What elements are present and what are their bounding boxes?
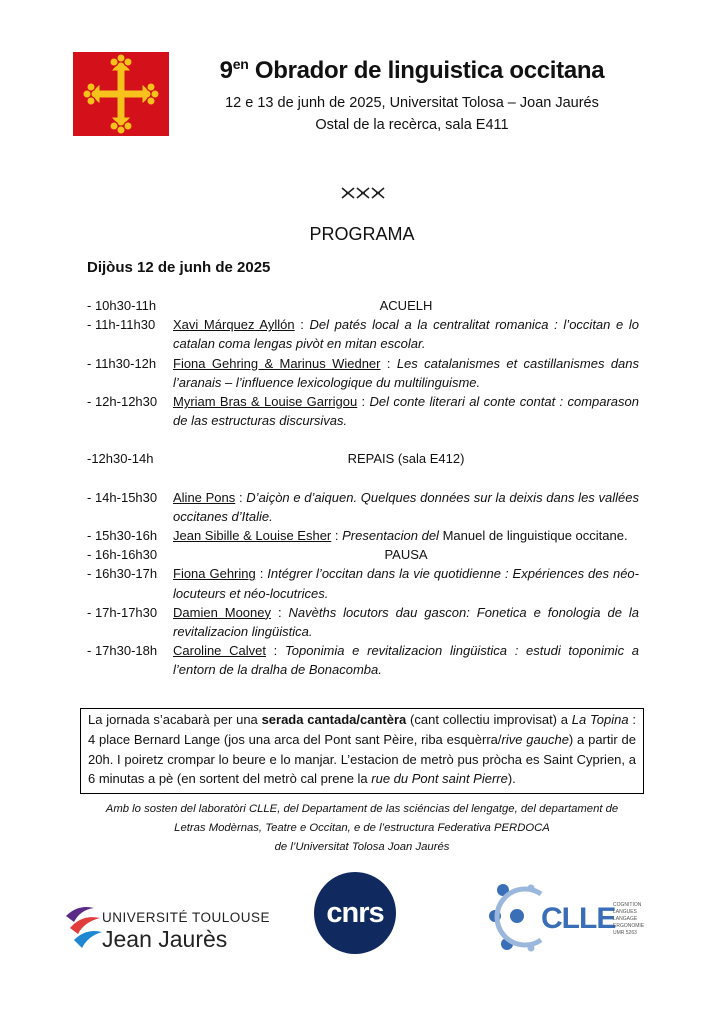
clle-subtitle: [613, 902, 644, 937]
utj-swirl-icon: [64, 902, 104, 950]
program-talk: [173, 315, 639, 353]
separator: :: [265, 643, 285, 659]
clle-logo: [485, 880, 645, 956]
occitan-cross-icon: [73, 52, 169, 136]
talk-title: Del conte literari al conte contat : comparason de las estructuras discursivas.: [173, 394, 639, 429]
talk-title: D’aiçòn e d’aiquen. Quelques données sur la deixis dans les vallées occitanes d’Italie.: [173, 489, 639, 524]
program-time: - 12h-12h30: [87, 394, 158, 410]
program-row: [87, 354, 639, 392]
day-heading: Dijòus 12 de junh de 2025: [87, 259, 271, 276]
program-row: [87, 392, 639, 430]
program-break-label: ACUELH: [379, 298, 433, 313]
program-time: - 15h30-16h: [87, 528, 158, 544]
program-row: [87, 641, 639, 679]
program-time: - 11h-11h30: [87, 317, 156, 333]
talk-title: Navèths locutors dau gascon: Fonetica e fonologia de la revitalizacion lingüistica.: [173, 604, 639, 640]
program-row: [87, 545, 639, 564]
clle-subtitle-line: UMR 5263: [613, 930, 637, 936]
program-row: [87, 488, 639, 526]
clle-subtitle-line: COGNITION: [613, 902, 642, 908]
speaker-name: Xavi Márquez Ayllón: [173, 317, 295, 333]
separator: :: [235, 489, 247, 505]
program-talk: [173, 488, 639, 526]
program-row: [87, 564, 639, 602]
utj-line1: UNIVERSITÉ TOULOUSE: [102, 910, 271, 925]
program-break-label: REPAIS (sala E412): [347, 451, 465, 467]
talk-title: Les catalanismes et castillanismes dans l’aranais – l’influence lexicologique du multilinguisme.: [173, 355, 640, 390]
clle-subtitle-line: LANGAGE: [613, 916, 638, 922]
programa-heading: PROGRAMA: [309, 224, 415, 244]
program-row: [87, 315, 639, 353]
program-row: [87, 603, 639, 641]
event-date-venue: 12 e 13 de junh de 2025, Universitat Tolosa – Joan Jaurés: [225, 95, 599, 111]
speaker-name: Damien Mooney: [173, 604, 271, 620]
speaker-name: Fiona Gehring & Marinus Wiedner: [173, 355, 381, 371]
program-time: - 11h30-12h: [87, 355, 157, 371]
program-talk: [173, 354, 639, 392]
program-list: [87, 296, 639, 680]
program-time: - 16h30-17h: [87, 566, 158, 582]
cnrs-logo: cnrs: [314, 872, 396, 954]
program-time: -12h30-14h: [87, 451, 154, 467]
support-line: de l’Universitat Tolosa Joan Jaurés: [274, 841, 450, 853]
separator: :: [294, 317, 310, 333]
program-time: - 16h-16h30: [87, 547, 158, 563]
talk-title: Presentacion del: [342, 528, 439, 544]
clle-subtitle-line: ERGONOMIE: [613, 923, 645, 929]
speaker-name: Fiona Gehring: [173, 566, 256, 582]
support-line: Letras Modèrnas, Teatre e Occitan, e de l’estructura Federativa PERDOCA: [174, 822, 550, 834]
universite-toulouse-logo: [64, 900, 271, 954]
program-talk: [173, 564, 639, 602]
speaker-name: Jean Sibille & Louise Esher: [173, 528, 332, 544]
program-time: - 10h30-11h: [87, 298, 157, 313]
support-line: Amb lo sosten del laboratòri CLLE, del Departament de las sciéncias del lengatge, del departament de: [105, 803, 619, 815]
evening-info-box: La jornada s’acabarà per una serada cantada/cantèra (cant collectiu improvisat) a La Topina : 4 place Bernard Lange (jos una arca del Pont sant Pèire, riba esquèrra/rive gauche) a partir de 20h. I poiretz crompar lo beure e lo manjar. L’estacion de metrò pus pròcha es Saint Cyprien, a 6 minutas a pè (en sortent del metrò cal prene la rue du Pont saint Pierre).: [80, 708, 644, 794]
speaker-name: Aline Pons: [173, 489, 236, 505]
ornament-divider-icon: [340, 186, 386, 200]
program-time: - 17h-17h30: [87, 604, 158, 620]
separator: :: [357, 394, 370, 410]
clle-wordmark: CLLE: [541, 902, 616, 935]
occitan-cross-flag-logo: [73, 52, 169, 136]
talk-title-plain: Manuel de linguistique occitane.: [438, 528, 628, 544]
program-time: - 17h30-18h: [87, 643, 158, 659]
program-row: [87, 296, 639, 315]
program-talk: [173, 641, 639, 679]
program-break-label: PAUSA: [384, 547, 428, 563]
program-time: - 14h-15h30: [87, 489, 158, 505]
speaker-name: Caroline Calvet: [173, 643, 266, 659]
talk-title: Intégrer l’occitan dans la vie quotidienne : Expériences des néo-locuteurs et néo-locutrices.: [173, 566, 639, 601]
separator: :: [271, 604, 289, 620]
event-room: Ostal de la recèrca, sala E411: [315, 117, 509, 133]
talk-title: Del patés local a la centralitat romanica : l’occitan e lo catalan coma lengas pivòt en mitan escolar.: [173, 317, 640, 352]
separator: :: [331, 528, 343, 544]
speaker-name: Myriam Bras & Louise Garrigou: [173, 394, 358, 410]
clle-subtitle-line: LANGUES: [613, 909, 637, 915]
separator: :: [380, 355, 397, 371]
program-row: [87, 526, 639, 545]
event-title: $9^{en}$ Obrador de linguistica occitana: [219, 56, 605, 84]
separator: :: [255, 566, 268, 582]
program-talk: [173, 603, 639, 641]
talk-title: Toponimia e revitalizacion lingüistica : estudi toponimic a l’entorn de la dralha de Bonacomba.: [173, 643, 639, 678]
program-talk: [173, 526, 639, 545]
support-acknowledgement: [70, 800, 654, 857]
program-row: [87, 449, 639, 468]
utj-line2: Jean Jaurès: [102, 926, 228, 952]
program-talk: [173, 392, 639, 430]
